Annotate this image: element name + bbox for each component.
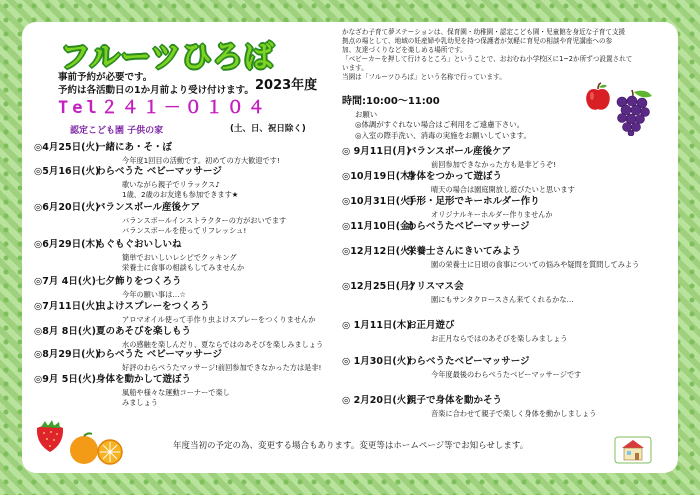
event-detail: 水の感触を楽しんだり、夏ならではのあそびを楽しみましょう xyxy=(122,340,324,349)
event-detail: 風船や様々な運動コーナーで楽し xyxy=(122,388,230,397)
event-name: 虫よけスプレーをつくろう xyxy=(96,301,210,312)
event-name: バランスボール産後ケア xyxy=(407,146,512,157)
event-date: ◎11月10日(金) xyxy=(342,221,414,232)
event-date: ◎10月19日(木) xyxy=(342,171,414,182)
footer-note: 年度当初の予定の為、変更する場合もあります。変更等はホームページ等でお知らせします。 xyxy=(173,441,529,451)
intro-line: かなざわ子育て夢ステーションは、保育園・幼稚園・認定こども園・児童館を身近な子育て支援 xyxy=(342,28,626,36)
apple-icon xyxy=(584,82,612,112)
event-name: もぐもぐおいしいね xyxy=(96,239,182,250)
event-date: ◎ 9月11日(月) xyxy=(342,146,411,157)
event-detail: 音楽に合わせて親子で楽しく身体を動かしましょう xyxy=(431,409,597,418)
event-name: クリスマス会 xyxy=(407,281,464,292)
event-name: 七夕飾りをつくろう xyxy=(96,276,182,287)
event-date: ◎ 2月20日(火) xyxy=(342,395,411,406)
event-date: ◎9月 5日(火) xyxy=(34,374,97,385)
event-date: ◎10月31日(火) xyxy=(342,196,414,207)
event-name: わらべうた ベビーマッサージ xyxy=(96,166,222,177)
event-detail: 好評のわらべうたマッサージ!前回参加できなかった方は是非! xyxy=(122,363,322,372)
phone-number: Tel２４１－０１０４ xyxy=(58,98,269,118)
event-detail: お正月ならではのあそびを楽しみましょう xyxy=(431,334,568,343)
house-icon xyxy=(614,436,652,464)
event-detail: 1歳、2歳のお友達も参加できます★ xyxy=(122,189,239,199)
event-detail: アロマオイル使って手作り虫よけスプレーをつくりませんか xyxy=(122,315,316,324)
request-notice xyxy=(355,110,531,141)
event-name: 夏のあそびを楽しもう xyxy=(96,326,192,337)
event-date: ◎6月20日(火) xyxy=(34,202,100,213)
grape-icon xyxy=(612,88,656,136)
event-detail: みましょう xyxy=(122,397,158,407)
orange-icon xyxy=(68,432,126,466)
event-name: お正月遊び xyxy=(407,320,455,331)
event-name: 一緒にあ・そ・ぼ xyxy=(96,142,173,153)
event-detail: オリジナルキーホルダー作りませんか xyxy=(431,210,553,219)
notice-line: お願い xyxy=(355,110,378,119)
event-date: ◎6月29日(木) xyxy=(34,239,100,250)
intro-text xyxy=(342,28,632,82)
event-name: わらべうたベビーマッサージ xyxy=(407,356,530,367)
intro-line: 加、友達づくりなどを楽しめる場所です。 xyxy=(342,45,467,54)
event-detail: バランスボールを使ってリフレッシュ! xyxy=(122,225,247,235)
event-date: ◎8月 8日(火) xyxy=(34,326,97,337)
event-date: ◎5月16日(火) xyxy=(34,166,100,177)
intro-line: 当園は「フルーツひろば」という名称で行っています。 xyxy=(342,72,506,81)
flyer-title: フルーツひろば xyxy=(60,40,275,75)
event-date: ◎ 1月30日(火) xyxy=(342,356,411,367)
event-detail: 園にもサンタクロースさん来てくれるかな… xyxy=(431,295,574,304)
notice-line: ◎体調がすぐれない場合はご利用をご遠慮下さい。 xyxy=(355,120,525,130)
intro-line: 「ベビーカーを押して行けるところ」ということで、おおむね小学校区に1~2か所ずつ設置されて xyxy=(342,54,633,63)
intro-line: 拠点の場として、地域の妊産婦や乳幼児を持つ保護者が気軽に育児の相談や育児講座への参 xyxy=(342,36,613,45)
event-name: 身体をつかって遊ぼう xyxy=(407,171,503,182)
strawberry-icon xyxy=(33,418,67,454)
event-detail: 今年度1回目の活動です。初めての方大歓迎です! xyxy=(122,156,280,165)
reservation-period-notice: 予約は各活動日の1か月前より受け付けます。 xyxy=(58,85,254,96)
event-detail: 前回参加できなかった方も是非どうぞ! xyxy=(431,160,557,169)
event-detail: 今年度最後のわらべうたベビーマッサージです xyxy=(431,370,582,379)
event-name: わらべうた ベビーマッサージ xyxy=(96,349,222,360)
event-name: 親子で身体を動かそう xyxy=(407,395,503,406)
event-detail: 今年の願い事は…☆ xyxy=(122,290,186,299)
event-detail: 園の栄養士に日頃の食事についての悩みや疑問を質問してみよう xyxy=(431,260,640,269)
event-date: ◎ 1月11日(木) xyxy=(342,320,411,331)
fiscal-year: 2023年度 xyxy=(255,78,318,93)
event-date: ◎12月25日(月) xyxy=(342,281,414,292)
event-name: 身体を動かして遊ぼう xyxy=(96,374,192,385)
event-name: 栄養士さんにきいてみよう xyxy=(407,246,522,257)
venue-name: 認定こども園 子供の家 xyxy=(70,126,164,136)
event-date: ◎4月25日(火) xyxy=(34,142,100,153)
event-name: わらべうたベビーマッサージ xyxy=(407,221,530,232)
notice-line: ◎入室の際手洗い、消毒の実施をお願いしています。 xyxy=(355,130,531,140)
closed-days: (土、日、祝日除く) xyxy=(230,124,306,134)
intro-line: います。 xyxy=(342,63,368,72)
event-date: ◎7月 4日(火) xyxy=(34,276,97,287)
opening-hours: 時間:10:00～11:00 xyxy=(342,96,440,107)
event-detail: 栄養士に食事の相談もしてみませんか xyxy=(122,262,245,272)
event-name: 手形・足形でキーホルダー作り xyxy=(407,196,540,207)
event-name: バランスボール産後ケア xyxy=(96,202,201,213)
reservation-notice: 事前予約が必要です。 xyxy=(58,72,153,83)
event-date: ◎7月11日(火) xyxy=(34,301,100,312)
event-date: ◎8月29日(火) xyxy=(34,349,100,360)
event-detail: 歌いながら親子でリラックス♪ xyxy=(122,180,220,189)
event-detail: 簡単でおいしいレシピでクッキング xyxy=(122,253,237,262)
event-detail: 晴天の場合は園庭開放し遊びたいと思います xyxy=(431,185,575,194)
event-detail: バランスボールインストラクターの方がおいでます xyxy=(122,216,287,225)
event-date: ◎12月12日(火) xyxy=(342,246,414,257)
